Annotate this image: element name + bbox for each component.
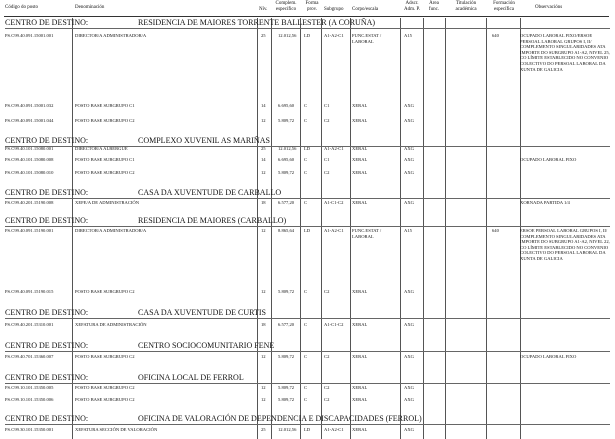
corpo-escala: XERAL (352, 385, 368, 390)
posto-code: PS.C99.40.091.15190.001 (5, 228, 54, 233)
subgrupo: A1-C1-C2 (324, 200, 344, 205)
section-rule (5, 351, 610, 352)
adscripcion: AXG (404, 170, 414, 175)
nivel: 14 (261, 157, 266, 162)
col-header-observacions: Observacións (535, 5, 563, 10)
section-rule (5, 424, 610, 425)
centro-destino-name: COMPLEXO XUVENIL AS MARIÑAS (138, 136, 270, 145)
corpo-escala: XERAL (352, 118, 368, 123)
corpo-escala: XERAL (352, 157, 368, 162)
adscripcion: AXG (404, 397, 414, 402)
posto-code: PS.C99.40.101.15080.008 (5, 157, 54, 162)
col-header-denominacion: Denominación (75, 5, 105, 10)
forma-provision: LD (304, 228, 311, 233)
nivel: 25 (261, 427, 266, 432)
forma-provision: C (304, 103, 308, 108)
table-header (0, 1, 615, 17)
complemento: 5.809,72 (278, 385, 295, 390)
corpo-escala: XERAL (352, 146, 368, 151)
nivel: 12 (261, 118, 266, 123)
corpo-escala: FUNC.ESTAT / LABORAL (352, 33, 382, 44)
subgrupo: C1 (324, 157, 330, 162)
subgrupo: C1 (324, 103, 330, 108)
denominacion: POSTO BASE SUBGRUPO C2 (75, 385, 135, 390)
nivel: 12 (261, 397, 266, 402)
col-header-area: Área func. (428, 1, 440, 12)
forma-provision: LD (304, 427, 311, 432)
denominacion: XEFATURA SECCIÓN DE VALORACIÓN (75, 427, 158, 432)
adscripcion: AXG (404, 146, 414, 151)
nivel: 14 (261, 103, 266, 108)
forma-provision: C (304, 322, 308, 327)
centro-destino-name: CASA DA XUVENTUDE DE CURTIS (138, 308, 266, 317)
forma-provision: C (304, 397, 308, 402)
centro-destino-heading (5, 308, 605, 317)
denominacion: XEFE/A DE ADMINISTRACIÓN (75, 200, 140, 205)
adscripcion: AXG (404, 118, 414, 123)
complemento: 6.695,60 (278, 157, 295, 162)
centro-destino-label: CENTRO DE DESTINO: (5, 216, 89, 225)
adscripcion: A15 (404, 228, 412, 233)
corpo-escala: XERAL (352, 397, 368, 402)
corpo-escala: FUNC.ESTAT / LABORAL (352, 228, 382, 239)
centro-destino-heading (5, 373, 605, 382)
posto-code: PS.C99.40.101.15080.010 (5, 170, 54, 175)
centro-destino-heading (5, 136, 605, 145)
forma-provision: LD (304, 146, 311, 151)
denominacion: POSTO BASE SUBGRUPO C2 (75, 354, 135, 359)
nivel: 12 (261, 385, 266, 390)
subgrupo: C2 (324, 118, 330, 123)
subgrupo: C2 (324, 397, 330, 402)
complemento: 5.809,72 (278, 118, 295, 123)
col-header-titulacion: Titulación académica (455, 1, 477, 12)
posto-code: PS.C99.40.701.15360.007 (5, 354, 54, 359)
section-rule (5, 198, 610, 199)
observacions: ERSOE PERSOAL LABORAL GRUPOS I, II/ COMPLEMENTO SINGULARIDADES ATA IMPORTE DO SUBGRUPO A1-A2, NIVEL 22, CO LÍMITE ESTABLECIDO NO CONVENIO COLECTIVO DO PERSOAL LABORAL DA XUNTA DE GALICIA (520, 228, 610, 261)
forma-provision: C (304, 354, 308, 359)
centro-destino-name: OFICINA DE VALORACIÓN DE DEPENDENCIA E DISCAPACIDADES (FERROL) (138, 414, 422, 423)
section-rule (5, 383, 610, 384)
col-header-subgrupo: Subgrupo (324, 7, 344, 12)
complemento: 5.809,72 (278, 170, 295, 175)
denominacion: POSTO BASE SUBGRUPO C1 (75, 103, 135, 108)
forma-provision: C (304, 385, 308, 390)
adscripcion: AXG (404, 427, 414, 432)
observacions: XORNADA PARTIDA 1/4 (520, 200, 570, 205)
complemento: 6.695,60 (278, 103, 295, 108)
formacion: 640 (492, 228, 499, 233)
forma-provision: C (304, 170, 308, 175)
adscripcion: AXG (404, 385, 414, 390)
adscripcion: AXG (404, 200, 414, 205)
subgrupo: C2 (324, 385, 330, 390)
section-rule (5, 318, 610, 319)
corpo-escala: XERAL (352, 289, 368, 294)
denominacion: DIRECTOR/A ADMINISTRADOR/A (75, 33, 147, 38)
centro-destino-name: RESIDENCIA DE MAIORES TORRENTE BALLESTER (A CORUÑA) (138, 18, 376, 27)
complemento: 12.012,56 (278, 427, 297, 432)
posto-code: PS.C99.40.091.15190.015 (5, 289, 54, 294)
posto-code: PS.C99.40.101.15080.001 (5, 146, 54, 151)
adscripcion: AXG (404, 103, 414, 108)
nivel: 12 (261, 354, 266, 359)
centro-destino-heading (5, 216, 605, 225)
forma-provision: C (304, 118, 308, 123)
col-header-forma: Forma prov. (305, 1, 319, 12)
col-header-formacion: Formación específica (493, 1, 515, 12)
adscripcion: AXG (404, 322, 414, 327)
nivel: 18 (261, 200, 266, 205)
subgrupo: C2 (324, 170, 330, 175)
corpo-escala: XERAL (352, 354, 368, 359)
nivel: 12 (261, 289, 266, 294)
observacions: OCUPADO LABORAL FIXO (520, 354, 577, 359)
corpo-escala: XERAL (352, 427, 368, 432)
posto-code: PS.C99.40.091.15001.044 (5, 118, 54, 123)
adscripcion: AXG (404, 289, 414, 294)
col-header-adscr: Adscr. Adm. P. (404, 1, 420, 12)
nivel: 18 (261, 322, 266, 327)
subgrupo: A1-A2-C1 (324, 228, 344, 233)
posto-code: PS.C99.30.101.15350.001 (5, 427, 54, 432)
centro-destino-heading (5, 188, 605, 197)
col-header-corpo: Corpo/escala (352, 7, 379, 12)
denominacion: POSTO BASE SUBGRUPO C2 (75, 118, 135, 123)
posto-code: PS.C99.40.091.15001.032 (5, 103, 54, 108)
complemento: 8.865,64 (278, 228, 295, 233)
centro-destino-label: CENTRO DE DESTINO: (5, 373, 89, 382)
posto-code: PS.C99.40.091.15001.001 (5, 33, 54, 38)
corpo-escala: XERAL (352, 103, 368, 108)
section-rule (5, 28, 610, 29)
header-rule (4, 16, 609, 17)
posto-code: PS.C99.40.201.15310.001 (5, 322, 54, 327)
complemento: 5.809,72 (278, 397, 295, 402)
subgrupo: C2 (324, 354, 330, 359)
centro-destino-label: CENTRO DE DESTINO: (5, 308, 89, 317)
adscripcion: AXG (404, 157, 414, 162)
subgrupo: C2 (324, 289, 330, 294)
complemento: 5.809,72 (278, 354, 295, 359)
complemento: 6.577,20 (278, 322, 295, 327)
nivel: 12 (261, 228, 266, 233)
forma-provision: C (304, 200, 308, 205)
subgrupo: A1-A2-C1 (324, 146, 344, 151)
subgrupo: A1-C1-C2 (324, 322, 344, 327)
nivel: 25 (261, 146, 266, 151)
centro-destino-label: CENTRO DE DESTINO: (5, 414, 89, 423)
corpo-escala: XERAL (352, 322, 368, 327)
observacions: OCUPADO LABORAL FIXO (520, 157, 577, 162)
forma-provision: C (304, 157, 308, 162)
denominacion: POSTO BASE SUBGRUPO C2 (75, 289, 135, 294)
denominacion: DIRECTOR/A ALBERGUE (75, 146, 128, 151)
denominacion: POSTO BASE SUBGRUPO C2 (75, 397, 135, 402)
adscripcion: A15 (404, 33, 412, 38)
col-header-complemento: Complem. específico (275, 1, 297, 12)
centro-destino-label: CENTRO DE DESTINO: (5, 341, 89, 350)
adscripcion: AXG (404, 354, 414, 359)
posto-code: PS.C99.40.201.15190.008 (5, 200, 54, 205)
posto-code: PS.C99.10.101.15350.006 (5, 397, 54, 402)
nivel: 25 (261, 33, 266, 38)
denominacion: POSTO BASE SUBGRUPO C2 (75, 170, 135, 175)
centro-destino-label: CENTRO DE DESTINO: (5, 136, 89, 145)
denominacion: POSTO BASE SUBGRUPO C1 (75, 157, 135, 162)
formacion: 640 (492, 33, 499, 38)
corpo-escala: XERAL (352, 200, 368, 205)
complemento: 12.012,56 (278, 146, 297, 151)
centro-destino-label: CENTRO DE DESTINO: (5, 18, 89, 27)
centro-destino-name: RESIDENCIA DE MAIORES (CARBALLO) (138, 216, 287, 225)
centro-destino-heading (5, 414, 605, 423)
denominacion: DIRECTOR/A ADMINISTRADOR/A (75, 228, 147, 233)
centro-destino-name: CASA DA XUVENTUDE DE CARBALLO (138, 188, 282, 197)
corpo-escala: XERAL (352, 170, 368, 175)
observacions: OCUPADO LABORAL FIXO/ERSOE PERSOAL LABORAL GRUPOS I, II/ COMPLEMENTO SINGULARIDADES ATA IMPORTE DO SUBGRUPO A1-A2, NIVEL 25, CO LÍMITE ESTABLECIDO NO CONVENIO COLECTIVO DO PERSOAL LABORAL DA XUNTA DE GALICIA (520, 33, 610, 72)
forma-provision: C (304, 289, 308, 294)
section-rule (5, 226, 610, 227)
centro-destino-heading (5, 18, 605, 27)
col-header-codigo: Código do posto (5, 5, 39, 10)
centro-destino-name: OFICINA LOCAL DE FERROL (138, 373, 244, 382)
col-header-nivel: Nív. (259, 7, 268, 12)
posto-code: PS.C99.10.101.15350.005 (5, 385, 54, 390)
centro-destino-heading (5, 341, 605, 350)
centro-destino-label: CENTRO DE DESTINO: (5, 188, 89, 197)
forma-provision: LD (304, 33, 311, 38)
nivel: 12 (261, 170, 266, 175)
complemento: 5.809,72 (278, 289, 295, 294)
denominacion: XEFATURA DE ADMINISTRACIÓN (75, 322, 147, 327)
subgrupo: A1-A2-C1 (324, 33, 344, 38)
complemento: 12.012,56 (278, 33, 297, 38)
centro-destino-name: CENTRO SOCIOCOMUNITARIO FENE (138, 341, 275, 350)
subgrupo: A1-A2-C1 (324, 427, 344, 432)
complemento: 6.577,20 (278, 200, 295, 205)
